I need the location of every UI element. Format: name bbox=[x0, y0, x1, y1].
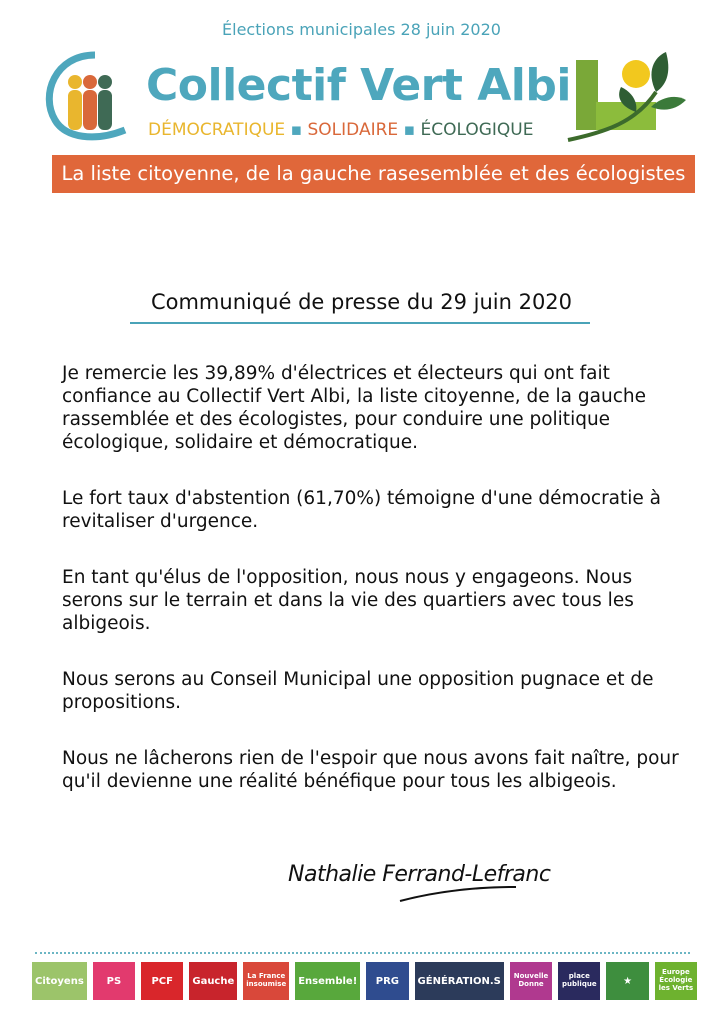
body-text bbox=[62, 362, 682, 826]
paragraph: En tant qu'élus de l'opposition, nous nous y engageons. Nous serons sur le terrain et dans la vie des quartiers avec tous les albigeois. bbox=[62, 567, 634, 634]
page-title: Communiqué de presse du 29 juin 2020 bbox=[150, 290, 573, 314]
tagline-ecologique: ÉCOLOGIQUE bbox=[420, 120, 534, 140]
partner-logo: La France insoumise bbox=[243, 962, 289, 1000]
partner-logo: PCF bbox=[141, 962, 183, 1000]
partner-logo: Ensemble! bbox=[295, 962, 360, 1000]
partner-logo: Nouvelle Donne bbox=[510, 962, 552, 1000]
title-underline bbox=[130, 322, 590, 324]
brand-name: Collectif Vert Albi bbox=[146, 60, 571, 111]
partner-logo: ★ bbox=[606, 962, 648, 1000]
tagline-democratique: DÉMOCRATIQUE bbox=[148, 120, 286, 140]
partner-logos bbox=[32, 960, 697, 1002]
paragraph: Le fort taux d'abstention (61,70%) témoigne d'une démocratie à revitaliser d'urgence. bbox=[62, 488, 662, 532]
partner-logo: Gauche bbox=[189, 962, 237, 1000]
partner-logo: PRG bbox=[366, 962, 408, 1000]
cathedral-leaf-logo-icon bbox=[566, 52, 686, 144]
paragraph: Nous serons au Conseil Municipal une opposition pugnace et de propositions. bbox=[62, 669, 654, 713]
footer-divider bbox=[35, 952, 690, 954]
signature-underline bbox=[398, 885, 518, 905]
signature: Nathalie Ferrand-Lefranc bbox=[288, 862, 551, 887]
partner-logo: Citoyens bbox=[32, 962, 87, 1000]
paragraph: Je remercie les 39,89% d'électrices et électeurs qui ont fait confiance au Collectif Vert Albi, la liste citoyenne, de la gauche rassemblée et des écologistes, pour conduire une politique écologique, solidaire et démocratique. bbox=[62, 363, 646, 453]
partner-logo: place publique bbox=[558, 962, 600, 1000]
tagline bbox=[148, 120, 534, 140]
tagline-solidaire: SOLIDAIRE bbox=[307, 120, 399, 140]
tagline-separator: ▪ bbox=[290, 120, 303, 140]
tagline-separator: ▪ bbox=[403, 120, 416, 140]
partner-logo: Europe Écologie les Verts bbox=[655, 962, 697, 1000]
people-hand-logo-icon bbox=[40, 50, 140, 145]
elections-heading: Élections municipales 28 juin 2020 bbox=[222, 20, 501, 39]
partner-logo: PS bbox=[93, 962, 135, 1000]
banner: La liste citoyenne, de la gauche rasesemblée et des écologistes bbox=[52, 155, 695, 193]
partner-logo: GÉNÉRATION.S bbox=[415, 962, 504, 1000]
paragraph: Nous ne lâcherons rien de l'espoir que nous avons fait naître, pour qu'il devienne une réalité bénéfique pour tous les albigeois. bbox=[62, 748, 679, 792]
